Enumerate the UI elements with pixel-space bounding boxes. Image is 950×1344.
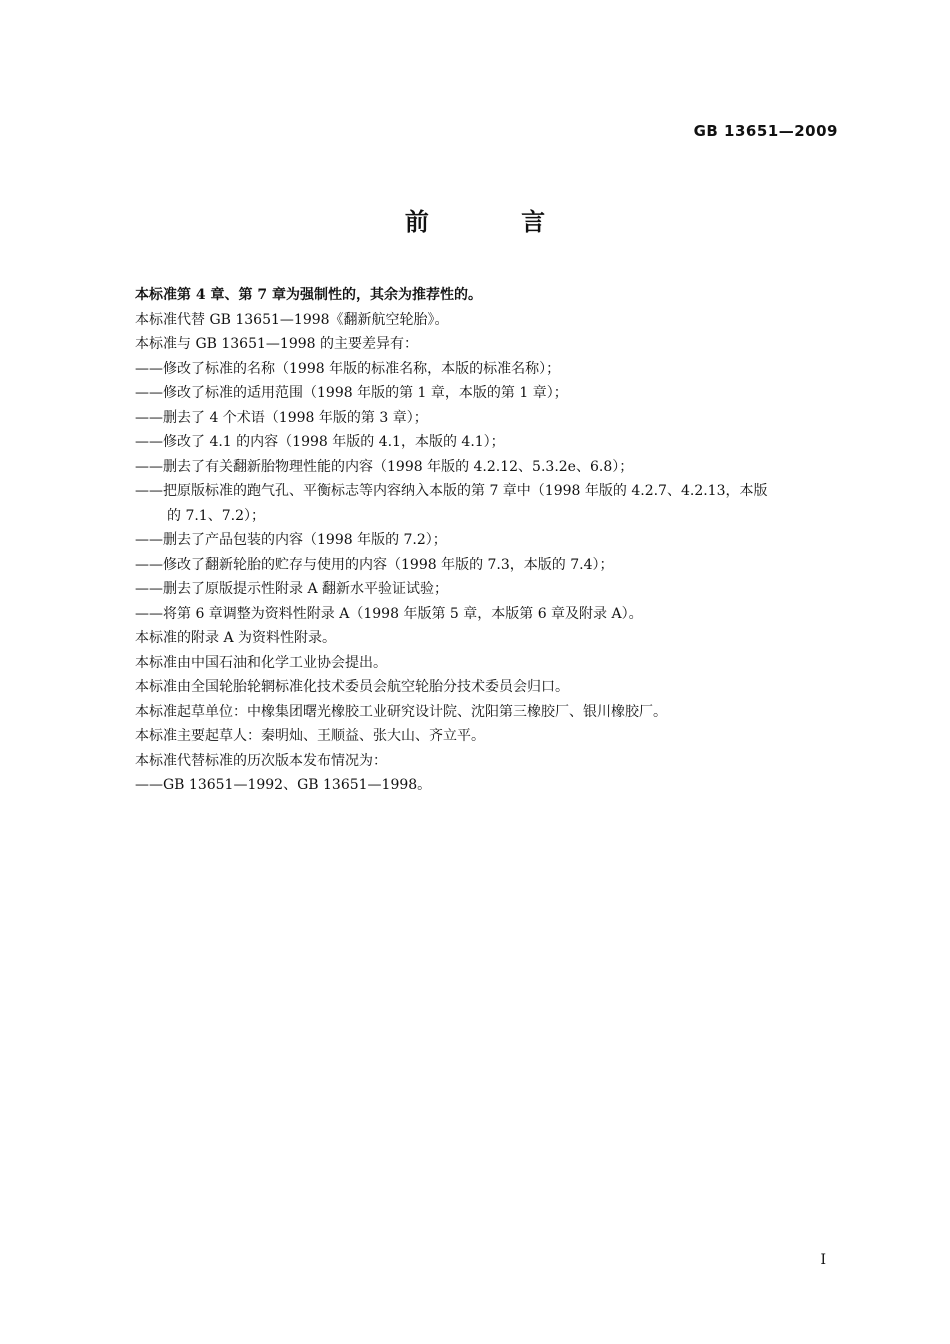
document-code: GB 13651—2009 <box>693 122 838 140</box>
page-number: I <box>820 1252 826 1268</box>
list-item: ——修改了标准的适用范围（1998 年版的第 1 章，本版的第 1 章）； <box>135 385 568 401</box>
list-item: ——修改了标准的名称（1998 年版的标准名称，本版的标准名称）； <box>135 360 561 377</box>
list-item: ——GB 13651—1992、GB 13651—1998。 <box>135 777 432 793</box>
list-item: ——删去了产品包装的内容（1998 年版的 7.2）； <box>135 532 447 548</box>
list-item: ——修改了翻新轮胎的贮存与使用的内容（1998 年版的 7.3，本版的 7.4）； <box>135 556 614 573</box>
paragraph: 本标准由全国轮胎轮辋标准化技术委员会航空轮胎分技术委员会归口。 <box>135 679 569 695</box>
paragraph: 本标准代替 GB 13651—1998《翻新航空轮胎》。 <box>135 311 449 328</box>
list-item: ——删去了有关翻新胎物理性能的内容（1998 年版的 4.2.12、5.3.2e、6.8）； <box>135 458 634 475</box>
page-title: 前 言 <box>404 208 588 236</box>
paragraph: 本标准主要起草人：秦明灿、王顺益、张大山、齐立平。 <box>135 728 485 744</box>
paragraph: 本标准的附录 A 为资料性附录。 <box>135 630 337 646</box>
paragraph: 本标准与 GB 13651—1998 的主要差异有： <box>135 336 418 352</box>
paragraph: 本标准代替标准的历次版本发布情况为： <box>135 752 387 769</box>
list-item: ——删去了 4 个术语（1998 年版的第 3 章）； <box>135 409 428 426</box>
list-item: ——将第 6 章调整为资料性附录 A（1998 年版第 5 章，本版第 6 章及附录 A）。 <box>135 605 643 622</box>
paragraph: 本标准由中国石油和化学工业协会提出。 <box>135 654 387 671</box>
list-item: ——删去了原版提示性附录 A 翻新水平验证试验； <box>135 581 449 597</box>
list-item: ——把原版标准的跑气孔、平衡标志等内容纳入本版的第 7 章中（1998 年版的 4.2.7、4.2.13，本版 <box>135 483 768 499</box>
mandatory-statement: 本标准第 4 章、第 7 章为强制性的，其余为推荐性的。 <box>135 287 482 303</box>
list-item-continuation: 的 7.1、7.2）； <box>167 507 265 524</box>
list-item: ——修改了 4.1 的内容（1998 年版的 4.1，本版的 4.1）； <box>135 434 505 450</box>
paragraph: 本标准起草单位：中橡集团曙光橡胶工业研究设计院、沈阳第三橡胶厂、银川橡胶厂。 <box>135 703 667 720</box>
foreword-body <box>135 283 840 798</box>
